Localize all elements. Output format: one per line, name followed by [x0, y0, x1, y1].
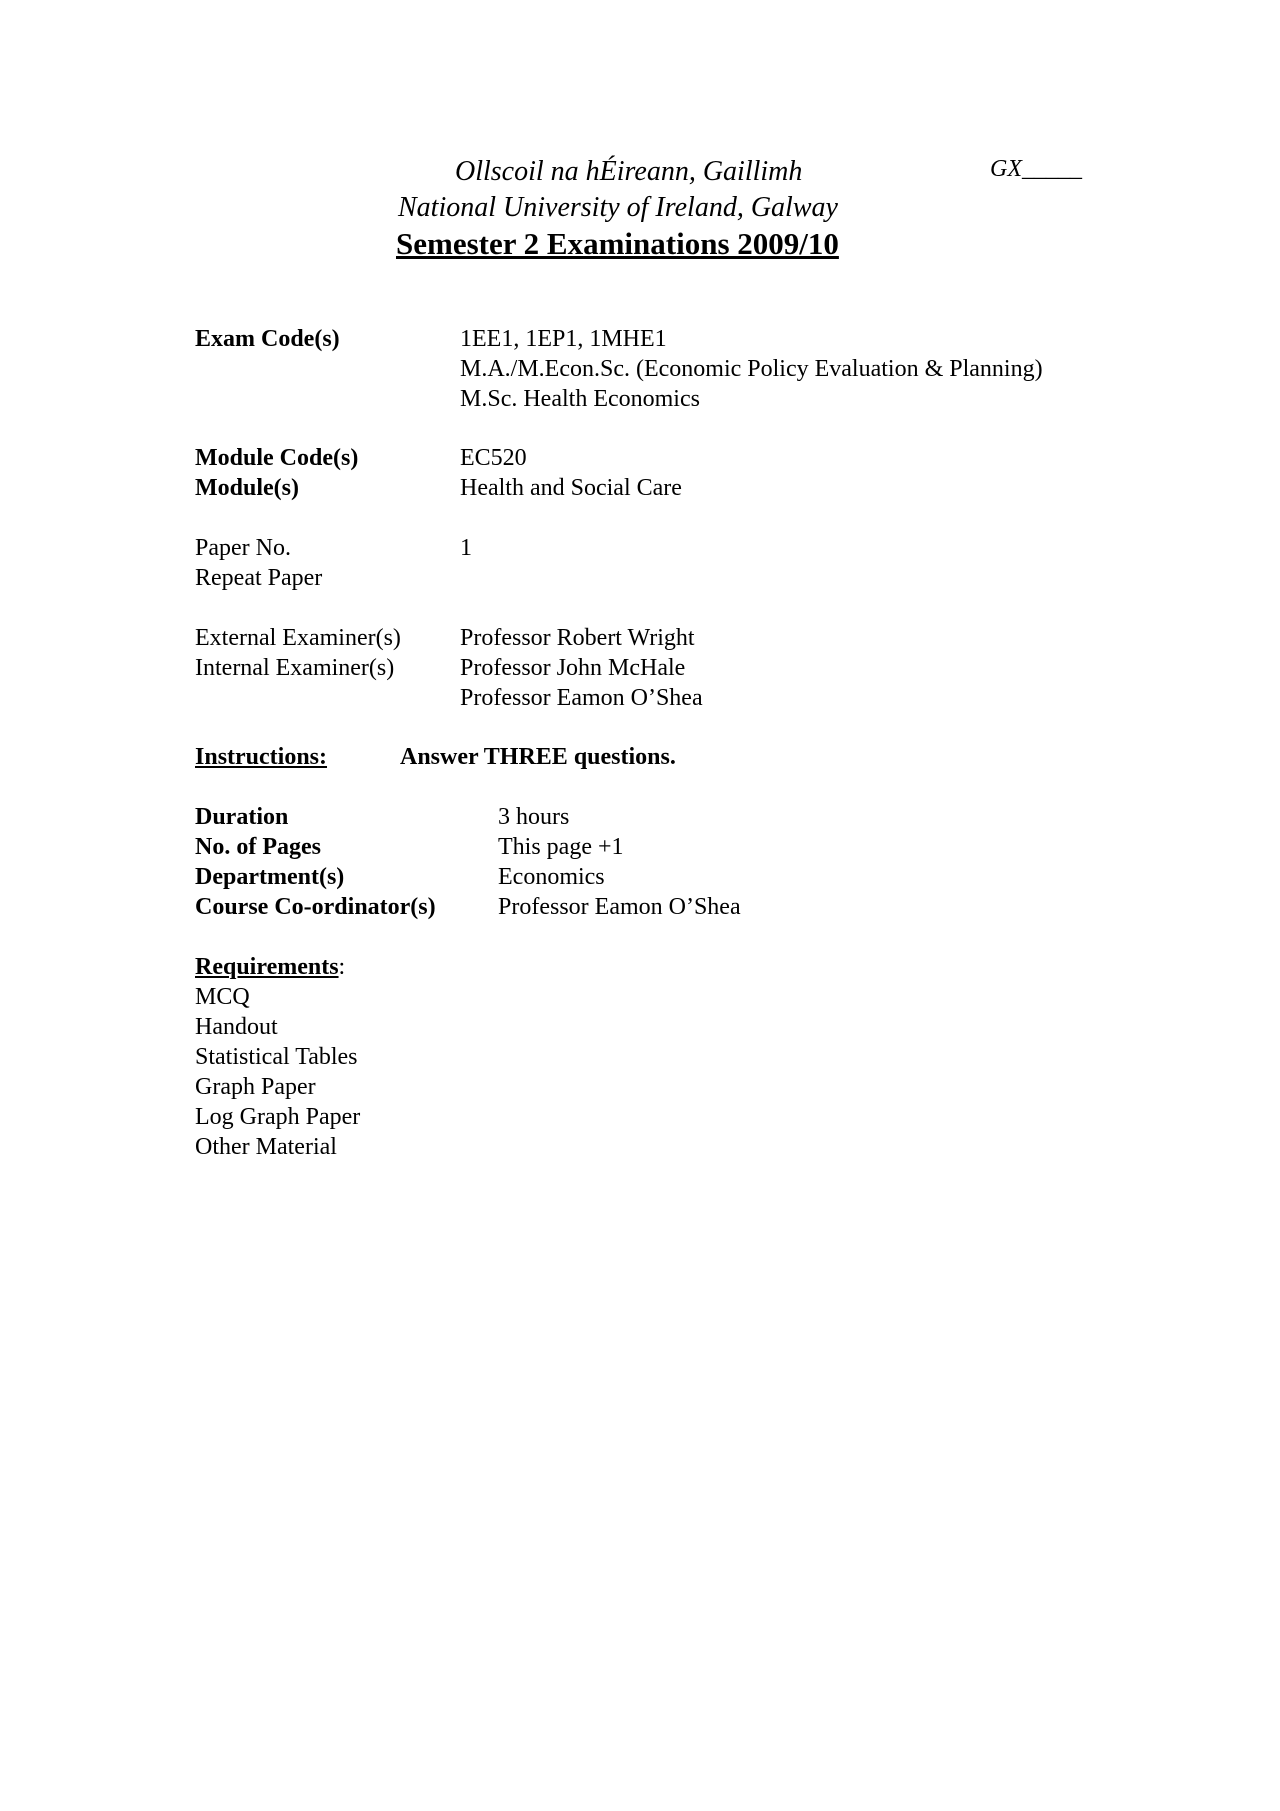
coordinator-label: Course Co-ordinator(s): [195, 894, 436, 920]
gx-label: [990, 156, 1082, 183]
module-codes-value: EC520: [460, 445, 527, 471]
gx-blank: _____: [1022, 156, 1082, 182]
modules-label: Module(s): [195, 475, 299, 501]
pages-value: This page +1: [498, 834, 624, 860]
university-english-name: National University of Ireland, Galway: [398, 192, 838, 223]
exam-codes-line-1: 1EE1, 1EP1, 1MHE1: [460, 326, 667, 352]
pages-label: No. of Pages: [195, 834, 321, 860]
exam-codes-label: Exam Code(s): [195, 326, 340, 352]
paper-no-label: Paper No.: [195, 535, 291, 561]
requirements-label: Requirements: [195, 954, 339, 980]
internal-examiners-label: Internal Examiner(s): [195, 655, 395, 681]
paper-no-value: 1: [460, 535, 472, 561]
requirements-colon: :: [338, 954, 346, 980]
requirement-item: Handout: [195, 1014, 278, 1040]
page-title: Semester 2 Examinations 2009/10: [396, 226, 839, 261]
external-examiners-value: Professor Robert Wright: [460, 625, 695, 651]
exam-codes-line-3: M.Sc. Health Economics: [460, 386, 700, 412]
repeat-paper-label: Repeat Paper: [195, 565, 323, 591]
requirement-item: MCQ: [195, 984, 250, 1010]
requirement-item: Statistical Tables: [195, 1044, 358, 1070]
duration-value: 3 hours: [498, 804, 570, 830]
modules-value: Health and Social Care: [460, 475, 682, 501]
requirements-heading: [195, 954, 345, 981]
module-codes-label: Module Code(s): [195, 445, 359, 471]
department-label: Department(s): [195, 864, 345, 890]
requirement-item: Log Graph Paper: [195, 1104, 361, 1130]
department-value: Economics: [498, 864, 605, 890]
exam-codes-line-2: M.A./M.Econ.Sc. (Economic Policy Evaluation & Planning): [460, 356, 1043, 382]
requirement-item: Other Material: [195, 1134, 337, 1160]
internal-examiners-line-1: Professor John McHale: [460, 655, 686, 681]
gx-text: GX: [990, 156, 1022, 182]
requirement-item: Graph Paper: [195, 1074, 316, 1100]
coordinator-value: Professor Eamon O’Shea: [498, 894, 741, 920]
internal-examiners-line-2: Professor Eamon O’Shea: [460, 685, 703, 711]
duration-label: Duration: [195, 804, 289, 830]
external-examiners-label: External Examiner(s): [195, 625, 401, 651]
university-irish-name: Ollscoil na hÉireann, Gaillimh: [455, 156, 803, 187]
instructions-value: Answer THREE questions.: [400, 744, 676, 770]
instructions-label: Instructions:: [195, 744, 328, 770]
